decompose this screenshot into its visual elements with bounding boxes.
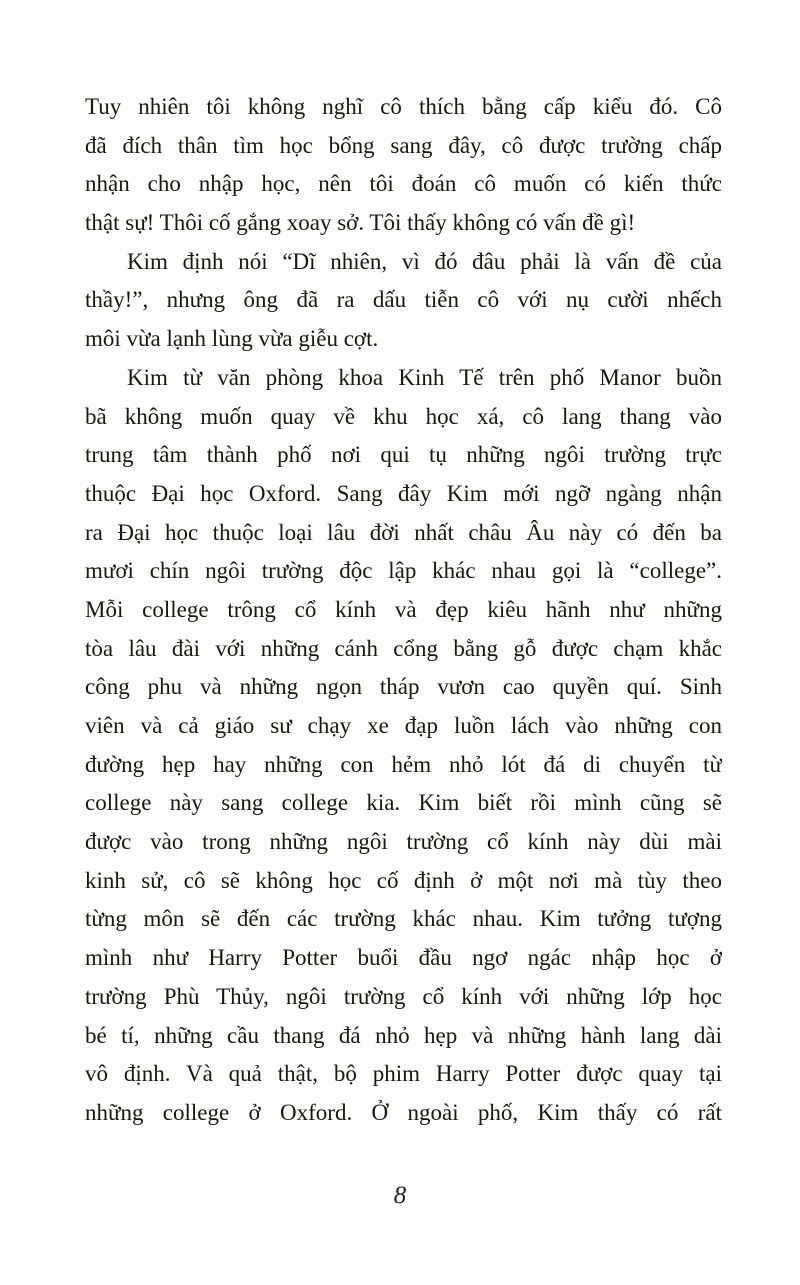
text-line: bé tí, những cầu thang đá nhỏ hẹp và những hành lang dài <box>85 1022 722 1048</box>
text-line: Kim định nói “Dĩ nhiên, vì đó đâu phải là vấn đề của <box>127 248 722 274</box>
text-line: trường Phù Thủy, ngôi trường cổ kính với những lớp học <box>85 983 722 1009</box>
text-line: thật sự! Thôi cố gắng xoay sở. Tôi thấy không có vấn đề gì! <box>85 210 636 236</box>
text-line: thầy!”, nhưng ông đã ra dấu tiễn cô với nụ cười nhếch <box>85 287 722 313</box>
text-line: Kim từ văn phòng khoa Kinh Tế trên phố Manor buồn <box>127 364 722 390</box>
text-line: viên và cả giáo sư chạy xe đạp luồn lách vào những con <box>85 713 722 738</box>
text-line: môi vừa lạnh lùng vừa giễu cợt. <box>85 326 379 352</box>
text-line: được vào trong những ngôi trường cổ kính này dùi mài <box>85 829 722 855</box>
page-number: 8 <box>393 1182 407 1209</box>
text-line: vô định. Và quả thật, bộ phim Harry Potter được quay tại <box>85 1061 722 1087</box>
body-text <box>85 88 722 1133</box>
text-line: bã không muốn quay về khu học xá, cô lang thang vào <box>85 403 722 429</box>
text-line: trung tâm thành phố nơi qui tụ những ngôi trường trực <box>85 442 722 468</box>
text-line: từng môn sẽ đến các trường khác nhau. Kim tưởng tượng <box>85 906 722 932</box>
text-line: Mỗi college trông cổ kính và đẹp kiêu hãnh như những <box>85 596 722 622</box>
text-line: tòa lâu đài với những cánh cổng bằng gỗ được chạm khắc <box>85 635 722 661</box>
text-line: Tuy nhiên tôi không nghĩ cô thích bằng cấp kiểu đó. Cô <box>85 94 722 119</box>
text-line: mình như Harry Potter buổi đầu ngơ ngác nhập học ở <box>85 945 722 971</box>
text-line: nhận cho nhập học, nên tôi đoán cô muốn có kiến thức <box>85 171 722 197</box>
text-line: công phu và những ngọn tháp vươn cao quyền quí. Sinh <box>85 674 722 700</box>
text-line: ra Đại học thuộc loại lâu đời nhất châu Âu này có đến ba <box>85 519 722 545</box>
text-line: những college ở Oxford. Ở ngoài phố, Kim thấy có rất <box>85 1099 722 1125</box>
text-line: kinh sử, cô sẽ không học cố định ở một nơi mà tùy theo <box>85 867 722 893</box>
text-line: college này sang college kia. Kim biết rồi mình cũng sẽ <box>85 790 722 816</box>
text-line: đường hẹp hay những con hẻm nhỏ lót đá di chuyển từ <box>85 751 722 777</box>
text-line: thuộc Đại học Oxford. Sang đây Kim mới ngỡ ngàng nhận <box>85 480 722 506</box>
text-line: mươi chín ngôi trường độc lập khác nhau gọi là “college”. <box>85 558 722 584</box>
text-line: đã đích thân tìm học bổng sang đây, cô được trường chấp <box>85 132 722 158</box>
